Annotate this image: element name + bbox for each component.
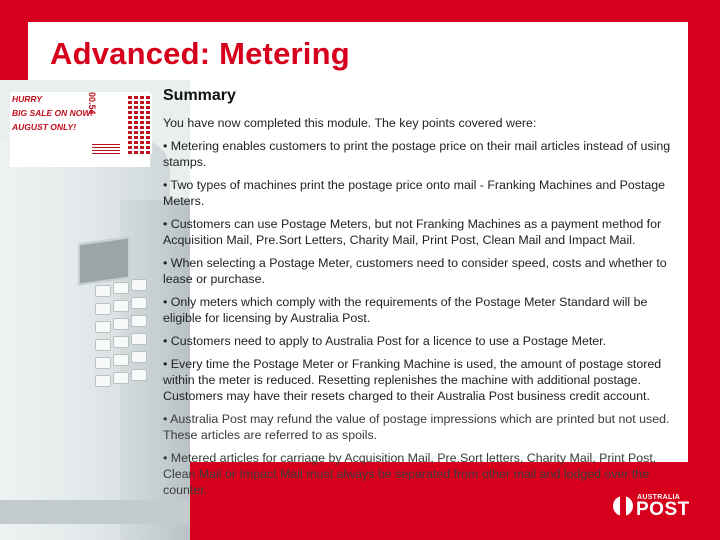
key-point: • Australia Post may refund the value of postage impressions which are printed but not used. These articles are referred to as spoils.: [163, 412, 670, 442]
summary-content: [163, 88, 683, 505]
logo-small-text: AUSTRALIA: [637, 494, 681, 501]
post-logo-icon: [613, 496, 633, 516]
logo-big-text: POST: [636, 499, 690, 520]
key-point: • When selecting a Postage Meter, customers need to consider speed, costs and whether to lease or purchase.: [163, 256, 667, 286]
sale-poster-image: [10, 92, 150, 167]
key-point: • Metering enables customers to print the postage price on their mail articles instead of using stamps.: [163, 139, 671, 169]
key-point: • Only meters which comply with the requirements of the Postage Meter Standard will be eligible for licensing by Australia Post.: [163, 295, 648, 325]
poster-line: BIG SALE ON NOW!: [12, 108, 94, 118]
key-point: • Customers can use Postage Meters, but not Franking Machines as a payment method for Acquisition Mail, Pre.Sort Letters, Charity Mail, Print Post, Clean Mail and Impact Mail.: [163, 217, 662, 247]
machine-keypad: [95, 285, 165, 455]
machine-display: [78, 236, 130, 285]
key-point: • Every time the Postage Meter or Franking Machine is used, the amount of postage stored within the meter is reduced. Resetting replenishes the machine with additional postage. Customers may have their resets charged to their Australia Post business credit account.: [163, 357, 662, 403]
intro-text: You have now completed this module. The key points covered were:: [163, 116, 537, 130]
key-point: • Two types of machines print the postage price onto mail - Franking Machines and Postage Meters.: [163, 178, 666, 208]
meter-impression-value: 00.54: [87, 92, 97, 115]
key-point: • Customers need to apply to Australia Post for a licence to use a Postage Meter.: [163, 334, 607, 348]
meter-impression-text: [92, 142, 120, 154]
poster-line: HURRY: [12, 94, 43, 104]
australia-post-logo: [613, 494, 693, 520]
machine-mail-slot: [0, 500, 190, 524]
slide-title: Advanced: Metering: [50, 36, 350, 71]
poster-line: AUGUST ONLY!: [12, 122, 77, 132]
section-heading: Summary: [163, 87, 236, 104]
key-point: • Metered articles for carriage by Acquisition Mail, Pre.Sort letters, Charity Mail, Print Post, Clean Mail or Impact Mail must always be separated from other mail and lodged over the counter.: [163, 451, 657, 497]
poster-text: [12, 92, 93, 134]
